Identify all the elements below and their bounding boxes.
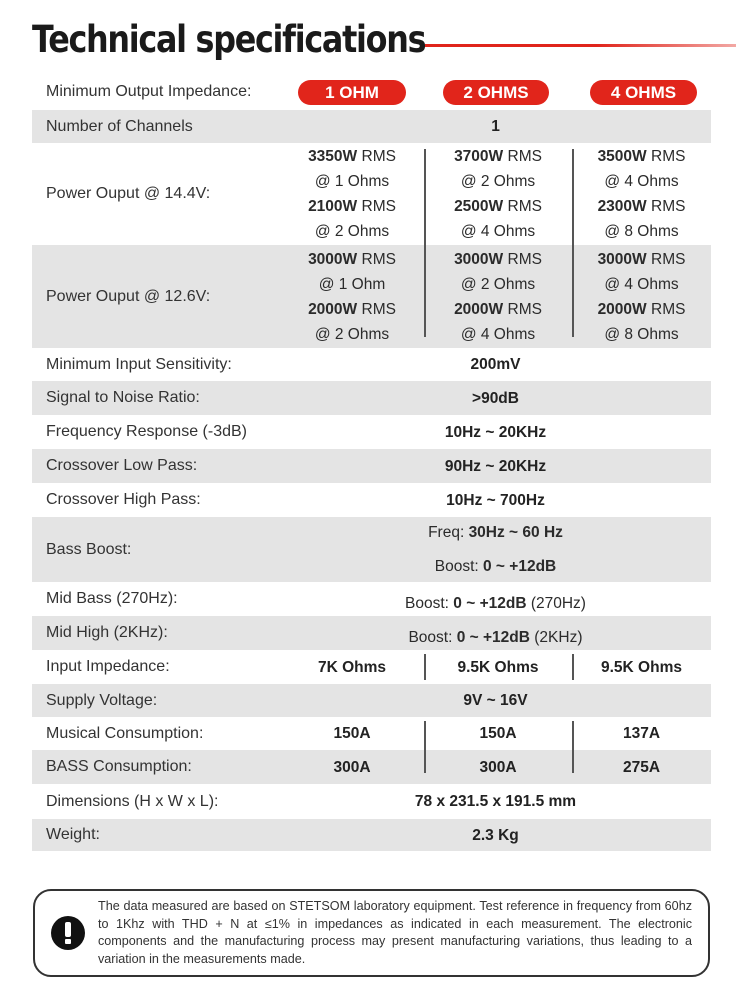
page-title: Technical specifications	[32, 18, 426, 61]
spec-value: 1	[491, 118, 500, 135]
spec-value-4-ohms: 9.5K Ohms	[601, 658, 682, 676]
spec-row-input-impedance	[32, 650, 711, 684]
spec-row-crossover-high	[32, 483, 711, 517]
exclamation-icon	[51, 916, 85, 950]
spec-value: Boost: 0 ~ +12dB (2KHz)	[408, 628, 583, 646]
spec-value: 9V ~ 16V	[463, 692, 528, 709]
spec-label: Minimum Output Impedance:	[46, 83, 252, 100]
column-divider	[572, 149, 574, 337]
spec-row-bass-boost	[32, 517, 711, 582]
spec-label: Dimensions (H x W x L):	[46, 792, 219, 810]
column-divider	[424, 721, 426, 773]
spec-label: Number of Channels	[46, 117, 193, 135]
spec-value: 90Hz ~ 20KHz	[444, 457, 547, 475]
column-divider	[572, 654, 574, 680]
spec-row-frequency-response	[32, 415, 711, 449]
spec-label: Frequency Response (-3dB)	[46, 423, 247, 440]
spec-row-supply-voltage	[32, 684, 711, 717]
spec-value: 10Hz ~ 20KHz	[444, 423, 547, 441]
spec-label: Mid Bass (270Hz):	[46, 590, 178, 607]
spec-label: Input Impedance:	[46, 658, 170, 675]
spec-row-channels	[32, 110, 711, 143]
spec-row-power-12v	[32, 245, 711, 348]
spec-value-2-ohms: 300A	[479, 758, 517, 776]
spec-row-mid-bass	[32, 582, 711, 616]
spec-row-input-sensitivity	[32, 348, 711, 381]
spec-value-1-ohm: 150A	[333, 725, 371, 742]
spec-value-2-ohms: 9.5K Ohms	[457, 658, 539, 676]
impedance-pill-1-ohm: 1 OHM	[298, 80, 406, 105]
spec-row-crossover-low	[32, 449, 711, 483]
spec-label: Musical Consumption:	[46, 724, 204, 742]
disclaimer-note	[33, 889, 710, 977]
spec-label: Crossover Low Pass:	[46, 457, 198, 474]
spec-value: 10Hz ~ 700Hz	[446, 491, 545, 509]
spec-label: Power Ouput @ 14.4V:	[46, 185, 211, 202]
power-cell-1-ohm: 3000W RMS @ 1 Ohm 2000W RMS @ 2 Ohms	[308, 250, 396, 343]
spec-row-mid-high	[32, 616, 711, 650]
spec-value: 200mV	[470, 356, 521, 373]
spec-value: 2.3 Kg	[472, 826, 519, 844]
column-divider	[424, 654, 426, 680]
spec-label: Supply Voltage:	[46, 691, 158, 709]
spec-row-weight	[32, 819, 711, 851]
spec-value: Boost: 0 ~ +12dB (270Hz)	[405, 594, 586, 612]
disclaimer-text: The data measured are based on STETSOM laboratory equipment. Test reference in frequency from 60hz to 1Khz with THD + N at ≤1% in impedances as indicated in each measurement. The electronic components and the manufacturing process may present manufacturing variations, thus leading to a variation in the measurements made.	[98, 899, 692, 966]
impedance-pill-4-ohms: 4 OHMS	[590, 80, 697, 105]
spec-label: Signal to Noise Ratio:	[46, 389, 200, 406]
spec-label: Weight:	[46, 826, 100, 843]
spec-value-4-ohms: 137A	[622, 725, 661, 742]
title-accent-line	[425, 44, 736, 47]
power-cell-4-ohms: 3000W RMS @ 4 Ohms 2000W RMS @ 8 Ohms	[597, 250, 686, 343]
spec-row-dimensions	[32, 784, 711, 819]
spec-label: Power Ouput @ 12.6V:	[46, 287, 211, 305]
spec-value-4-ohms: 275A	[622, 758, 661, 776]
spec-value-1-ohm: 300A	[333, 758, 371, 776]
power-cell-4-ohms: 3500W RMS @ 4 Ohms 2300W RMS @ 8 Ohms	[597, 148, 686, 240]
spec-value: >90dB	[472, 389, 519, 407]
spec-value: Freq: 30Hz ~ 60 Hz Boost: 0 ~ +12dB	[428, 523, 563, 575]
spec-row-snr	[32, 381, 711, 415]
spec-label: BASS Consumption:	[46, 758, 192, 775]
spec-row-musical-consumption	[32, 717, 711, 750]
spec-label: Minimum Input Sensitivity:	[46, 355, 232, 373]
column-divider	[572, 721, 574, 773]
column-divider	[424, 149, 426, 337]
spec-label: Mid High (2KHz):	[46, 624, 168, 641]
impedance-pill-2-ohms: 2 OHMS	[443, 80, 549, 105]
spec-value-1-ohm: 7K Ohms	[317, 658, 387, 676]
spec-label: Bass Boost:	[46, 540, 132, 558]
power-cell-2-ohms: 3700W RMS @ 2 Ohms 2500W RMS @ 4 Ohms	[454, 148, 542, 240]
spec-row-power-14v	[32, 143, 711, 245]
spec-label: Crossover High Pass:	[46, 491, 201, 508]
spec-row-bass-consumption	[32, 750, 711, 784]
power-cell-1-ohm: 3350W RMS @ 1 Ohms 2100W RMS @ 2 Ohms	[308, 148, 396, 240]
power-cell-2-ohms: 3000W RMS @ 2 Ohms 2000W RMS @ 4 Ohms	[454, 250, 542, 343]
spec-value: 78 x 231.5 x 191.5 mm	[414, 793, 577, 810]
spec-value-2-ohms: 150A	[479, 725, 517, 742]
